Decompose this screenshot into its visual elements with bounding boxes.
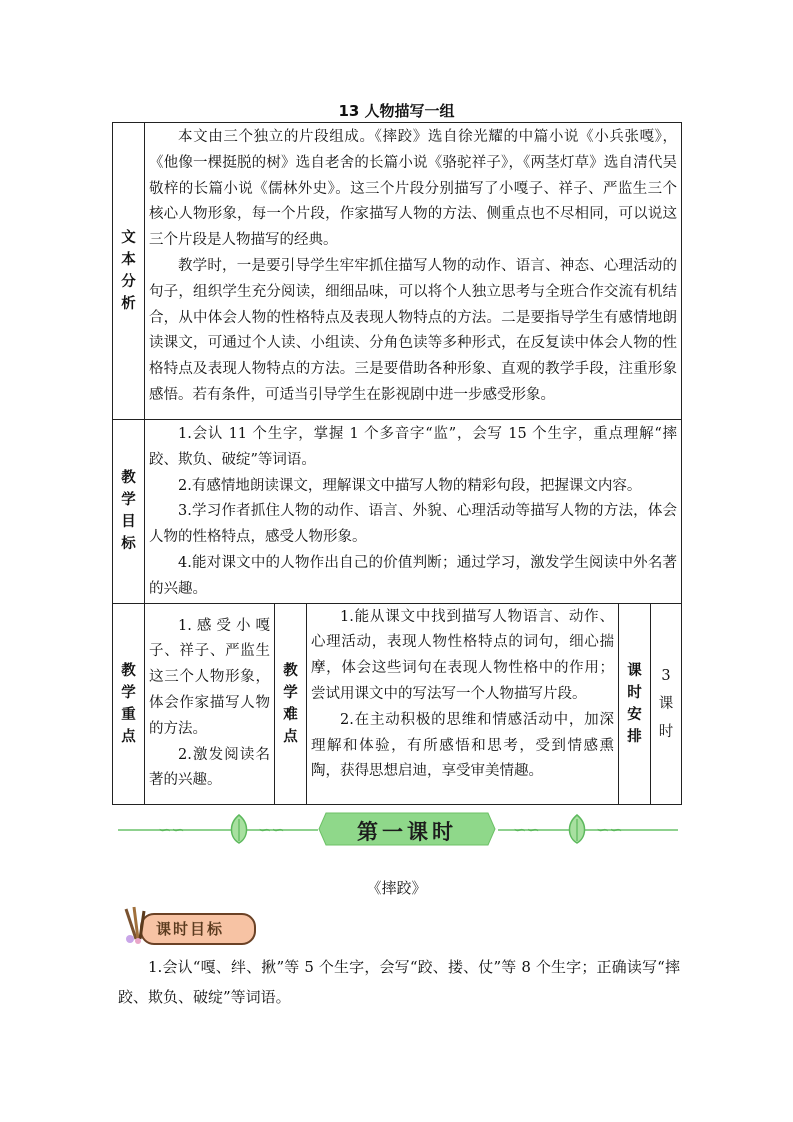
banner-divider-left [118, 829, 318, 831]
lesson-subtitle: 《摔跤》 [366, 879, 427, 897]
swirl-ornament-icon: ∽∽ [513, 820, 540, 839]
lesson-goal-text: 1.会认“嘎、绊、揪”等 5 个生字，会写“跤、搂、仗”等 8 个生字；正确读写“摔跤、欺负、破绽”等词语。 [118, 958, 680, 1006]
goal-item: 1.会认 11 个生字，掌握 1 个多音字“监”，会写 15 个生字，重点理解“摔跤、欺负、破绽”等词语。 [149, 426, 678, 468]
page-title: 13 人物描写一组 [338, 102, 455, 120]
difficulties-header: 教 学 难 点 [275, 603, 307, 804]
analysis-paragraph: 本文由三个独立的片段组成。《摔跤》选自徐光耀的中篇小说《小兵张嘎》，《他像一棵挺脱的树》选自老舍的长篇小说《骆驼祥子》，《两茎灯草》选自清代吴敬梓的长篇小说《儒林外史》。这三个片段分别描写了小嘎子、祥子、严监生三个核心人物形象，每一个片段，作家描写人物的方法、侧重点也不尽相同，可以说这三个片段是人物描写的经典。 [149, 129, 678, 249]
goal-item: 2.有感情地朗读课文，理解课文中描写人物的精彩句段，把握课文内容。 [178, 477, 642, 494]
banner-title: 第一课时 [357, 820, 457, 844]
brush-pencil-icon [120, 905, 150, 945]
lesson-goals-badge [118, 905, 258, 947]
analysis-header: 文 本 分 析 [113, 123, 145, 420]
swirl-ornament-icon: ∽∽ [258, 820, 285, 839]
keypoints-content [145, 603, 275, 804]
badge-label: 课时目标 [156, 920, 225, 938]
swirl-ornament-icon: ∽∽ [596, 820, 623, 839]
lesson-banner [118, 810, 678, 850]
difficulties-content [307, 603, 619, 804]
keypoint-item: 2.激发阅读名著的兴趣。 [149, 746, 270, 789]
goals-content [145, 420, 682, 604]
analysis-paragraph: 教学时，一是要引导学生牢牢抓住描写人物的动作、语言、神态、心理活动的句子，组织学生充分阅读，细细品味，可以将个人独立思考与全班合作交流有机结合，从中体会人物的性格特点及表现人物特点的方法。二是要指导学生有感情地朗读课文，可通过个人读、小组读、分角色读等多种形式，在反复读中体会人物的性格特点及表现人物特点的方法。三是要借助各种形象、直观的教学手段，注重形象感悟。若有条件，可适当引导学生在影视剧中进一步感受形象。 [149, 257, 678, 403]
difficulty-item: 1.能从课文中找到描写人物语言、动作、心理活动，表现人物性格特点的词句，细心揣摩，体会这些词句在表现人物性格中的作用；尝试用课文中的写法写一个人物描写片段。 [311, 608, 614, 702]
swirl-ornament-icon: ∽∽ [158, 820, 185, 839]
lesson-plan-table [112, 122, 682, 805]
leaf-icon [228, 814, 250, 844]
keypoints-header: 教 学 重 点 [113, 603, 145, 804]
analysis-content [145, 123, 682, 420]
analysis-row [113, 123, 682, 420]
keypoint-item: 1.感受小嘎子、祥子、严监生这三个人物形象，体会作家描写人物的方法。 [149, 617, 270, 737]
goals-header: 教 学 目 标 [113, 420, 145, 604]
goal-item: 4.能对课文中的人物作出自己的价值判断；通过学习，激发学生阅读中外名著的兴趣。 [149, 554, 678, 597]
difficulty-item: 2.在主动积极的思维和情感活动中，加深理解和体验，有所感悟和思考，受到情感熏陶，获得思想启迪，享受审美情趣。 [311, 711, 614, 780]
keypoints-row [113, 603, 682, 804]
goals-row [113, 420, 682, 604]
schedule-header: 课 时 安 排 [619, 603, 651, 804]
goal-item: 3.学习作者抓住人物的动作、语言、外貌、心理活动等描写人物的方法，体会人物的性格特点，感受人物形象。 [149, 503, 678, 546]
schedule-value: 3 课 时 [651, 603, 682, 804]
leaf-icon [566, 814, 588, 844]
